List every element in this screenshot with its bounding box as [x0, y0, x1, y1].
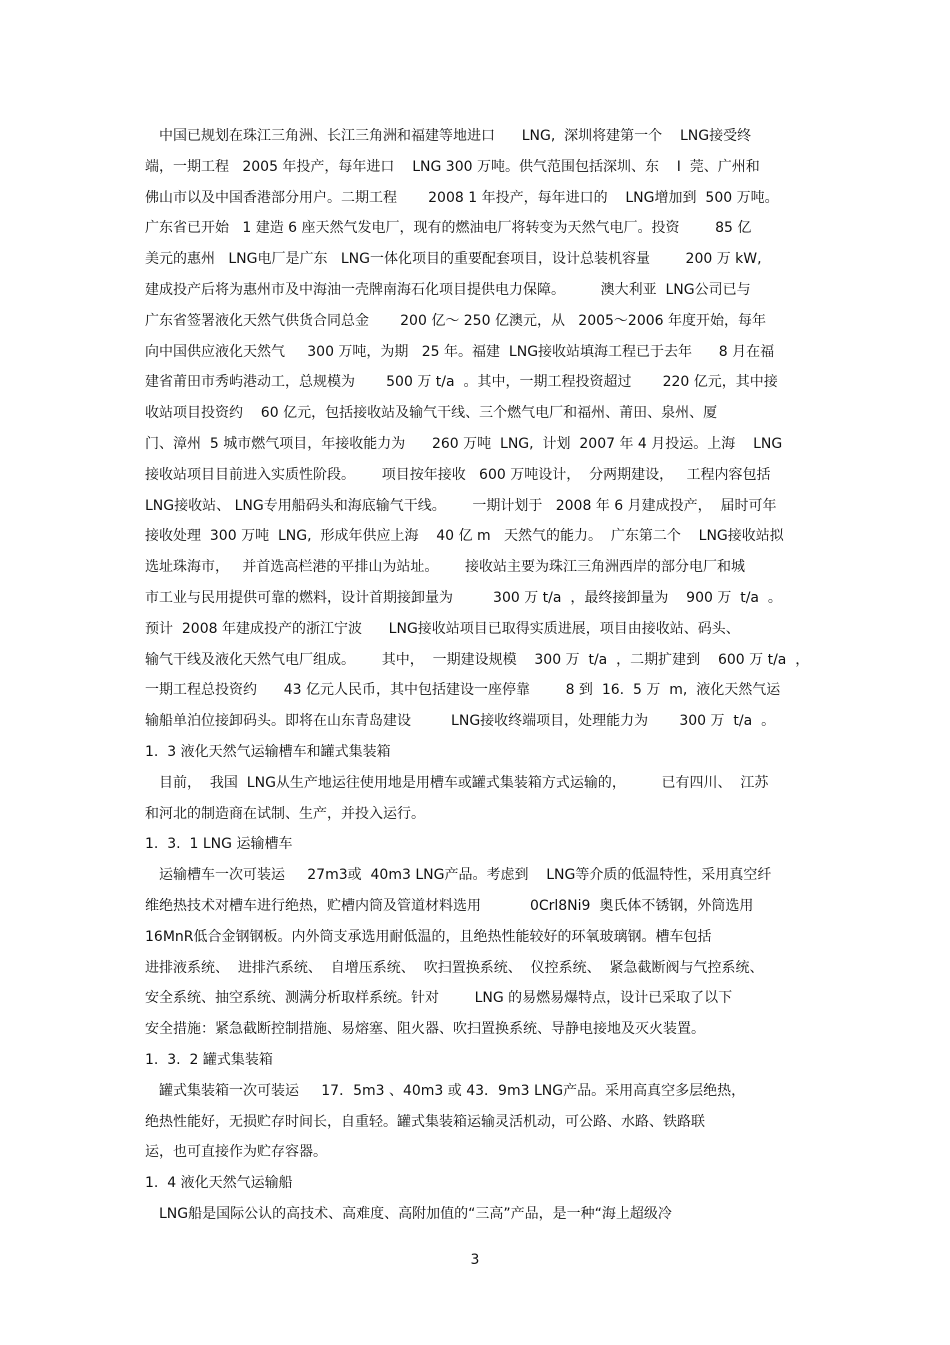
text-line: 1. 4 液化天然气运输船	[145, 1175, 293, 1192]
text-line: 向中国供应液化天然气 300 万吨，为期 25 年。福建 LNG接收站填海工程已于去年 8 月在福	[145, 343, 775, 360]
text-line: 市工业与民用提供可靠的燃料，设计首期接卸量为 300 万 t/a ，最终接卸量为 900 万 t/a 。	[145, 589, 782, 606]
text-line: 接收处理 300 万吨 LNG, 形成年供应上海 40 亿 m 天然气的能力。 广东第二个 LNG接收站拟	[145, 528, 784, 545]
text-line: 广东省签署液化天然气供货合同总金 200 亿～ 250 亿澳元，从 2005～2006 年度开始，每年	[145, 312, 767, 329]
text-line: 目前， 我国 LNG从生产地运往使用地是用槽车或罐式集装箱方式运输的， 已有四川、 江苏	[159, 774, 769, 791]
text-line: LNG船是国际公认的高技术、高难度、高附加值的“三高”产品，是一种“海上超级冷	[159, 1205, 672, 1222]
text-line: 端，一期工程 2005 年投产，每年进口 LNG 300 万吨。供气范围包括深圳、东 I 莞、广州和	[145, 158, 760, 175]
text-line: 选址珠海市， 并首选高栏港的平排山为站址。 接收站主要为珠江三角洲西岸的部分电厂和城	[145, 559, 746, 576]
text-line: 1. 3 液化天然气运输槽车和罐式集装箱	[145, 743, 391, 760]
page-number: 3	[470, 1252, 480, 1268]
text-line: 建成投产后将为惠州市及中海油一壳牌南海石化项目提供电力保障。 澳大利亚 LNG公司已与	[145, 281, 751, 298]
text-line: 1. 3. 1 LNG 运输槽车	[145, 836, 293, 853]
text-line: 门、漳州 5 城市燃气项目，年接收能力为 260 万吨 LNG, 计划 2007 年 4 月投运。上海 LNG	[145, 435, 783, 452]
text-line: 和河北的制造商在试制、生产，并投入运行。	[145, 805, 425, 822]
text-line: 运输槽车一次可装运 27m3或 40m3 LNG产品。考虑到 LNG等介质的低温特性，采用真空纤	[159, 867, 772, 884]
text-line: 佛山市以及中国香港部分用户。二期工程 2008 1 年投产，每年进口的 LNG增加到 500 万吨。	[145, 189, 779, 206]
text-line: 收站项目投资约 60 亿元，包括接收站及输气干线、三个燃气电厂和福州、莆田、泉州、厦	[145, 405, 718, 422]
text-line: 一期工程总投资约 43 亿元人民币，其中包括建设一座停靠 8 到 16. 5 万 m, 液化天然气运	[145, 682, 781, 699]
text-line: 1. 3. 2 罐式集装箱	[145, 1051, 273, 1068]
text-line: 建省莆田市秀屿港动工，总规模为 500 万 t/a 。其中，一期工程投资超过 220 亿元，其中接	[145, 374, 778, 391]
text-line: 绝热性能好，无损贮存时间长，自重轻。罐式集装箱运输灵活机动，可公路、水路、铁路联	[145, 1113, 705, 1130]
text-line: 进排液系统、 进排汽系统、 自增压系统、 吹扫置换系统、 仪控系统、 紧急截断阀与气控系统、	[145, 959, 764, 976]
text-line: 预计 2008 年建成投产的浙江宁波 LNG接收站项目已取得实质进展，项目由接收站、码头、	[145, 620, 740, 637]
text-line: 输船单泊位接卸码头。即将在山东青岛建设 LNG接收终端项目，处理能力为 300 万 t/a 。	[145, 713, 776, 730]
text-line: 安全措施：紧急截断控制措施、易熔塞、阻火器、吹扫置换系统、导静电接地及灭火装置。	[145, 1021, 705, 1038]
text-line: 美元的惠州 LNG电厂是广东 LNG一体化项目的重要配套项目，设计总装机容量 200 万 kW,	[145, 251, 762, 268]
text-line: 16MnR低合金钢钢板。内外筒支承选用耐低温的，且绝热性能较好的环氧玻璃钢。槽车包括	[145, 928, 712, 945]
text-line: 输气干线及液化天然气电厂组成。 其中， 一期建设规模 300 万 t/a ，二期扩建到 600 万 t/a ，	[145, 651, 810, 668]
text-line: 运，也可直接作为贮存容器。	[145, 1144, 327, 1161]
text-line: 罐式集装箱一次可装运 17．5m3 、40m3 或 43．9m3 LNG产品。采用高真空多层绝热，	[159, 1082, 746, 1099]
text-line: 安全系统、抽空系统、测满分析取样系统。针对 LNG 的易燃易爆特点，设计已采取了以下	[145, 990, 733, 1007]
text-line: 广东省已开始 1 建造 6 座天然气发电厂，现有的燃油电厂将转变为天然气电厂。投资 85 亿	[145, 220, 752, 237]
body-text	[145, 121, 815, 1230]
text-line: LNG接收站、 LNG专用船码头和海底输气干线。 一期计划于 2008 年 6 月建成投产， 届时可年	[145, 497, 777, 514]
text-line: 维绝热技术对槽车进行绝热，贮槽内筒及管道材料选用 0Crl8Ni9 奥氏体不锈钢，外筒选用	[145, 897, 754, 914]
text-line: 接收站项目目前进入实质性阶段。 项目按年接收 600 万吨设计， 分两期建设， 工程内容包括	[145, 466, 771, 483]
text-line: 中国已规划在珠江三角洲、长江三角洲和福建等地进口 LNG, 深圳将建第一个 LNG接受终	[159, 128, 752, 144]
